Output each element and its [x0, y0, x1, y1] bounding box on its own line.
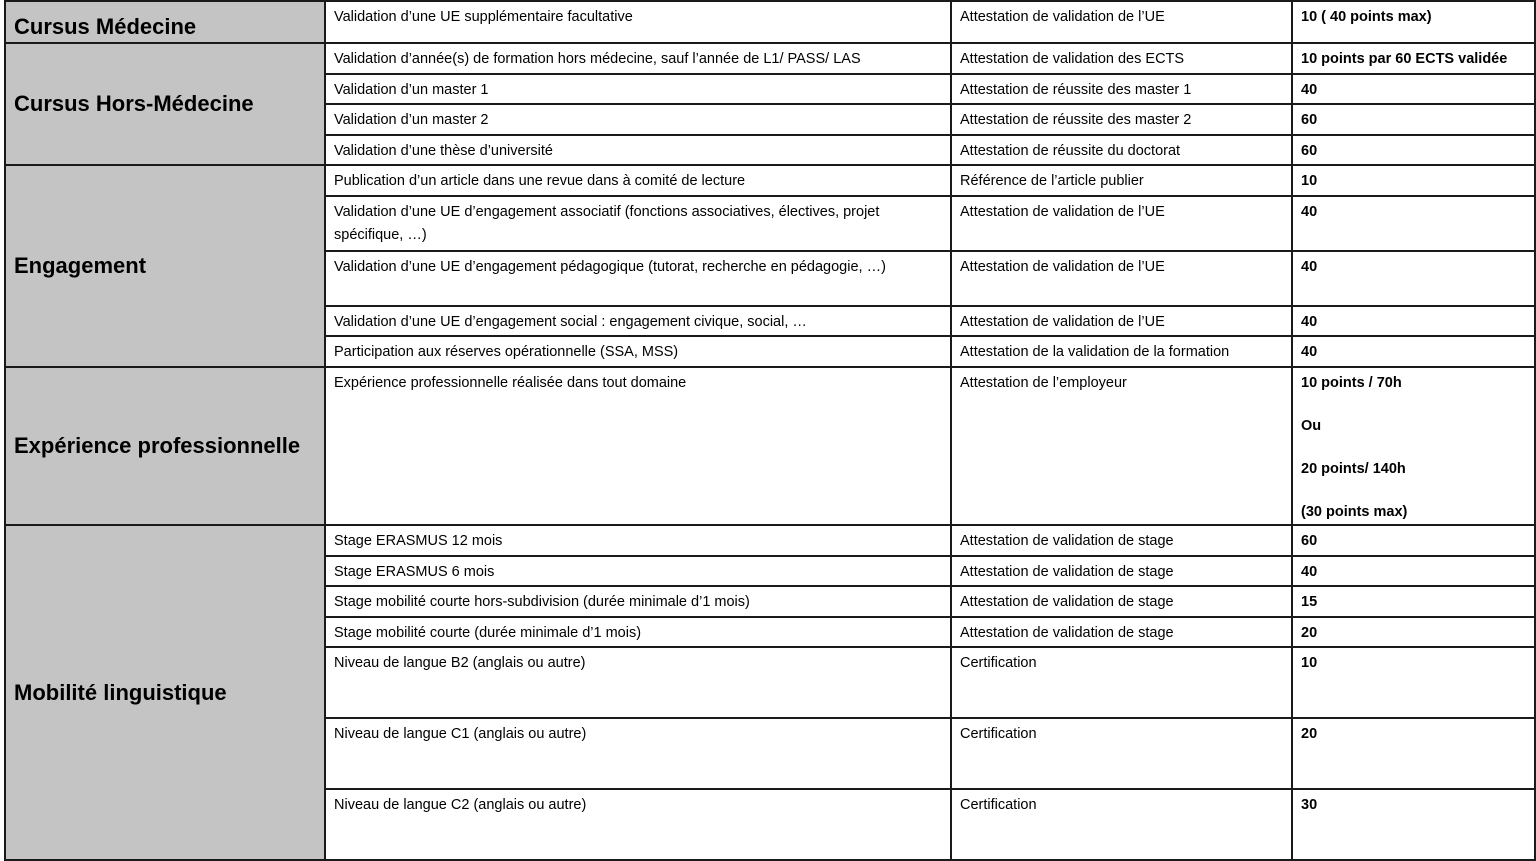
points-cell: 10 [1292, 165, 1535, 196]
points-cell: 40 [1292, 336, 1535, 367]
proof-cell: Attestation de validation de l’UE [951, 251, 1292, 306]
activity-cell: Validation d’une UE d’engagement social : engagement civique, social, … [325, 306, 951, 336]
activity-cell: Validation d’un master 2 [325, 104, 951, 135]
activity-cell: Validation d’une thèse d’université [325, 135, 951, 165]
points-cell: 30 [1292, 789, 1535, 860]
table-row [5, 43, 1535, 74]
proof-cell: Attestation de la validation de la formation [951, 336, 1292, 367]
points-cell [1292, 367, 1535, 525]
activity-cell: Validation d’une UE d’engagement associatif (fonctions associatives, électives, projet spécifique, …) [325, 196, 951, 251]
points-line: 10 points / 70h [1301, 375, 1402, 391]
proof-cell: Attestation de validation de l’UE [951, 196, 1292, 251]
proof-cell: Attestation de validation de stage [951, 617, 1292, 647]
activity-cell: Stage mobilité courte hors-subdivision (durée minimale d’1 mois) [325, 586, 951, 617]
points-cell: 60 [1292, 525, 1535, 556]
activity-cell: Validation d’un master 1 [325, 74, 951, 104]
activity-cell: Participation aux réserves opérationnelle (SSA, MSS) [325, 336, 951, 367]
points-cell: 40 [1292, 306, 1535, 336]
proof-cell: Attestation de validation de l’UE [951, 1, 1292, 43]
activity-cell: Stage ERASMUS 6 mois [325, 556, 951, 586]
category-cursus-hors-medecine: Cursus Hors-Médecine [5, 43, 325, 165]
points-cell: 20 [1292, 718, 1535, 789]
points-cell: 40 [1292, 74, 1535, 104]
points-cell: 60 [1292, 135, 1535, 165]
points-cell: 40 [1292, 251, 1535, 306]
proof-cell: Attestation de validation de l’UE [951, 306, 1292, 336]
points-line: (30 points max) [1301, 504, 1408, 520]
criteria-table [4, 0, 1536, 861]
spacer [1301, 395, 1526, 415]
proof-cell: Attestation de validation de stage [951, 556, 1292, 586]
proof-cell: Certification [951, 647, 1292, 718]
spacer [1301, 481, 1526, 501]
category-engagement: Engagement [5, 165, 325, 367]
proof-cell: Certification [951, 718, 1292, 789]
activity-cell: Expérience professionnelle réalisée dans tout domaine [325, 367, 951, 525]
proof-cell: Attestation de validation des ECTS [951, 43, 1292, 74]
points-cell: 10 [1292, 647, 1535, 718]
points-cell: 15 [1292, 586, 1535, 617]
proof-cell: Certification [951, 789, 1292, 860]
activity-cell: Validation d’une UE d’engagement pédagogique (tutorat, recherche en pédagogie, …) [325, 251, 951, 306]
points-cell: 40 [1292, 556, 1535, 586]
points-cell: 20 [1292, 617, 1535, 647]
table-row [5, 165, 1535, 196]
proof-cell: Attestation de réussite des master 1 [951, 74, 1292, 104]
activity-cell: Publication d’un article dans une revue dans à comité de lecture [325, 165, 951, 196]
points-cell: 10 points par 60 ECTS validée [1292, 43, 1535, 74]
category-experience-professionnelle: Expérience professionnelle [5, 367, 325, 525]
activity-cell: Stage mobilité courte (durée minimale d’1 mois) [325, 617, 951, 647]
activity-cell: Validation d’année(s) de formation hors médecine, sauf l’année de L1/ PASS/ LAS [325, 43, 951, 74]
category-cursus-medecine: Cursus Médecine [5, 1, 325, 43]
proof-cell: Attestation de validation de stage [951, 525, 1292, 556]
activity-cell: Niveau de langue C1 (anglais ou autre) [325, 718, 951, 789]
proof-cell: Attestation de réussite des master 2 [951, 104, 1292, 135]
activity-cell: Niveau de langue C2 (anglais ou autre) [325, 789, 951, 860]
proof-cell: Attestation de l’employeur [951, 367, 1292, 525]
proof-cell: Référence de l’article publier [951, 165, 1292, 196]
points-line: Ou [1301, 418, 1322, 434]
table-row [5, 367, 1535, 525]
spacer [1301, 438, 1526, 458]
points-cell: 60 [1292, 104, 1535, 135]
activity-cell: Niveau de langue B2 (anglais ou autre) [325, 647, 951, 718]
category-mobilite-linguistique: Mobilité linguistique [5, 525, 325, 860]
activity-cell: Validation d’une UE supplémentaire facultative [325, 1, 951, 43]
points-cell: 40 [1292, 196, 1535, 251]
proof-cell: Attestation de validation de stage [951, 586, 1292, 617]
proof-cell: Attestation de réussite du doctorat [951, 135, 1292, 165]
points-cell: 10 ( 40 points max) [1292, 1, 1535, 43]
table-row [5, 1, 1535, 43]
table-row [5, 525, 1535, 556]
activity-cell: Stage ERASMUS 12 mois [325, 525, 951, 556]
points-line: 20 points/ 140h [1301, 461, 1406, 477]
